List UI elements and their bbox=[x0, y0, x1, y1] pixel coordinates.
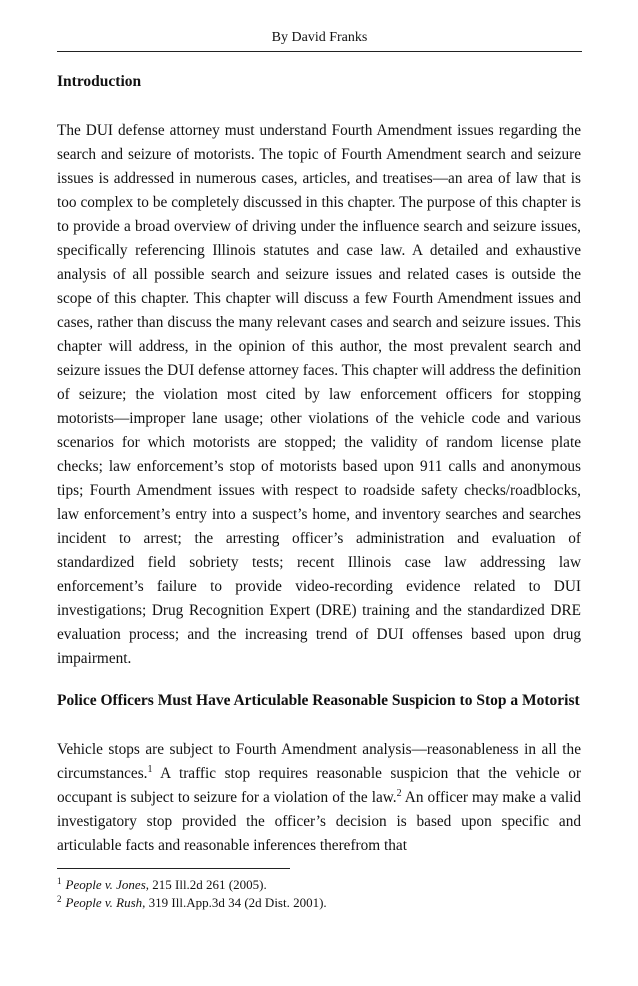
footnote-ref-2[interactable]: 2 bbox=[396, 787, 402, 799]
reasonable-suspicion-paragraph bbox=[57, 738, 581, 858]
footnote-citation: , 319 Ill.App.3d 34 (2d Dist. 2001). bbox=[142, 895, 327, 910]
footnote-case-name: People v. Jones bbox=[65, 877, 146, 892]
paragraph-text-part2: A traffic stop requires reasonable suspicion that the vehicle or occupant is subject to seizure for a violation of the law. bbox=[57, 765, 581, 806]
footnote-1 bbox=[57, 876, 581, 894]
footnote-citation: , 215 Ill.2d 261 (2005). bbox=[145, 877, 267, 892]
paragraph-text-part3: An officer may make a valid investigatory stop provided the officer’s decision is based upon specific and articulable facts and reasonable inferences therefrom that bbox=[57, 789, 581, 854]
running-title: By David Franks bbox=[271, 30, 368, 45]
page-body bbox=[57, 70, 581, 858]
footnote-ref-1[interactable]: 1 bbox=[147, 763, 153, 775]
section-heading-reasonable-suspicion: Police Officers Must Have Articulable Reasonable Suspicion to Stop a Motorist bbox=[57, 692, 580, 709]
section-heading-introduction: Introduction bbox=[57, 73, 142, 90]
footnote-2 bbox=[57, 894, 581, 912]
footnote-divider bbox=[57, 868, 290, 869]
introduction-paragraph: The DUI defense attorney must understand Fourth Amendment issues regarding the search and seizure of motorists. The topic of Fourth Amendment search and seizure issues is addressed in numerous cases, articles, and treatises—an area of law that is too complex to be completely discussed in this chapter. The purpose of this chapter is to provide a broad overview of driving under the influence search and seizure issues, specifically referencing Illinois statutes and case law. A detailed and exhaustive analysis of all possible search and seizure issues and related cases is outside the scope of this chapter. This chapter will discuss a few Fourth Amendment issues and cases, rather than discuss the many relevant cases and search and seizure issues. This chapter will address, in the opinion of this author, the most prevalent search and seizure issues the DUI defense attorney faces. This chapter will address the definition of seizure; the violation most cited by law enforcement officers for stopping motorists—improper lane usage; other violations of the vehicle code and various scenarios for which motorists are stopped; the validity of random license plate checks; law enforcement’s stop of motorists based upon 911 calls and anonymous tips; Fourth Amendment issues with respect to roadside safety checks/roadblocks, law enforcement’s entry into a suspect’s home, and inventory searches and searches incident to arrest; the arresting officer’s administration and evaluation of standardized field sobriety tests; recent Illinois case law addressing law enforcement’s failure to provide video-recording evidence related to DUI investigations; Drug Recognition Expert (DRE) training and the standardized DRE evaluation process; and the increasing trend of DUI offenses based upon drug impairment. bbox=[57, 122, 581, 667]
running-header bbox=[57, 29, 582, 52]
paragraph-text-part1: Vehicle stops are subject to Fourth Amendment analysis—reasonableness in all the circumstances. bbox=[57, 741, 581, 782]
footnote-case-name: People v. Rush bbox=[65, 895, 143, 910]
footnote-number: 2 bbox=[57, 893, 62, 904]
footnotes bbox=[57, 876, 581, 912]
footnote-number: 1 bbox=[57, 875, 62, 886]
